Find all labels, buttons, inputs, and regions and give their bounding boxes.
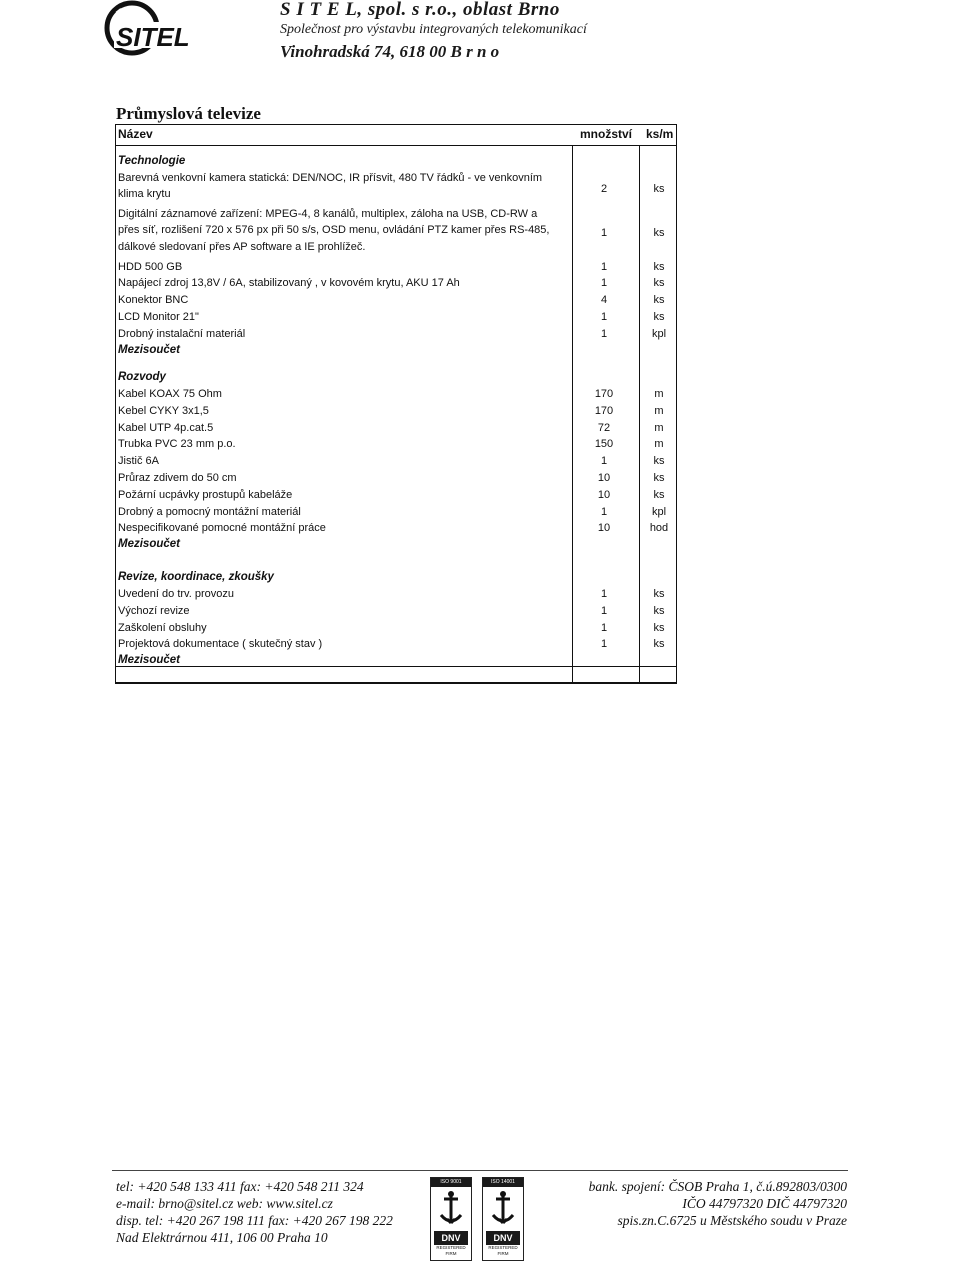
item-unit: ks xyxy=(653,588,665,600)
item-name: Kabel UTP 4p.cat.5 xyxy=(118,421,214,434)
column-header-unit: ks/m xyxy=(646,127,674,141)
company-subtitle: Společnost pro výstavbu integrovaných telekomunikací xyxy=(280,22,587,37)
logo-text: SITEL xyxy=(116,22,190,52)
item-unit: ks xyxy=(653,277,665,290)
item-unit: kpl xyxy=(651,327,667,340)
item-quantity: 170 xyxy=(594,404,614,417)
item-quantity: 170 xyxy=(594,388,614,400)
item-name: Uvedení do trv. provozu xyxy=(118,588,234,600)
item-unit: ks xyxy=(653,604,665,617)
section-subtotal: Mezisoučet xyxy=(118,654,180,667)
item-unit: m xyxy=(654,404,664,417)
item-name: Barevná venkovní kamera statická: DEN/NOC, IR přísvit, 480 TV řádků - ve venkovním xyxy=(118,172,543,184)
table-bottom-divider xyxy=(116,666,676,667)
column-header-qty: množství xyxy=(580,127,633,141)
item-quantity: 2 xyxy=(600,183,608,196)
item-unit: m xyxy=(654,388,664,400)
item-name: Nespecifikované pomocné montážní práce xyxy=(118,522,326,535)
footer-contacts xyxy=(116,1178,393,1246)
item-unit: ks xyxy=(653,260,665,273)
item-unit: m xyxy=(654,438,664,451)
item-quantity: 1 xyxy=(600,621,608,634)
item-quantity: 10 xyxy=(597,472,611,484)
item-unit: ks xyxy=(653,310,665,323)
item-name: Jistič 6A xyxy=(118,455,159,468)
item-name: Kebel CYKY 3x1,5 xyxy=(118,404,209,417)
item-name: Požární ucpávky prostupů kabeláže xyxy=(118,488,293,501)
company-name: S I T E L, spol. s r.o., oblast Brno xyxy=(280,0,560,20)
item-unit: m xyxy=(654,421,664,434)
iso-9001-badge xyxy=(430,1177,472,1261)
company-address: Vinohradská 74, 618 00 B r n o xyxy=(280,42,500,61)
badge-standard: ISO 9001 xyxy=(431,1178,471,1187)
item-quantity: 10 xyxy=(597,488,611,501)
column-divider-qty-lower xyxy=(572,484,573,684)
item-unit: ks xyxy=(653,227,665,240)
item-name: Drobný instalační materiál xyxy=(118,327,246,340)
item-name: Drobný a pomocný montážní materiál xyxy=(118,505,301,518)
item-quantity: 1 xyxy=(600,327,608,340)
footer-phone: tel: +420 548 133 411 fax: +420 548 211 324 xyxy=(116,1179,364,1194)
section-subtotal: Mezisoučet xyxy=(118,538,180,551)
footer-hq-address: Nad Elektrárnou 411, 106 00 Praha 10 xyxy=(116,1230,328,1245)
item-name: Digitální záznamové zařízení: MPEG-4, 8 kanálů, multiplex, záloha na USB, CD-RW a xyxy=(118,208,538,221)
footer-court-registration: spis.zn.C.6725 u Městského soudu v Praze xyxy=(617,1213,847,1228)
item-name: HDD 500 GB xyxy=(118,260,183,273)
item-quantity: 10 xyxy=(597,522,611,535)
footer-email: e-mail: brno@sitel.cz web: www.sitel.cz xyxy=(116,1196,333,1211)
badge-note: REGISTERED FIRM xyxy=(436,1245,466,1256)
item-unit: ks xyxy=(653,638,665,651)
item-quantity: 1 xyxy=(600,310,608,323)
item-quantity: 1 xyxy=(600,455,608,468)
item-name: Zaškolení obsluhy xyxy=(118,621,207,634)
item-quantity: 150 xyxy=(594,438,614,451)
document-title: Průmyslová televize xyxy=(116,104,261,123)
item-quantity: 1 xyxy=(600,604,608,617)
item-name: přes síť, rozlišení 720 x 576 px při 50 s/s, OSD menu, ovládání PTZ kamer přes RS-485, xyxy=(118,224,550,237)
item-name: Projektová dokumentace ( skutečný stav ) xyxy=(118,638,323,651)
footer-registration xyxy=(589,1178,847,1229)
item-name: Výchozí revize xyxy=(118,604,190,617)
item-unit: ks xyxy=(653,294,665,307)
item-name: Trubka PVC 23 mm p.o. xyxy=(118,438,236,451)
anchor-icon xyxy=(431,1187,471,1231)
footer-divider xyxy=(112,1170,848,1171)
quote-table xyxy=(115,124,677,684)
item-name: Kabel KOAX 75 Ohm xyxy=(118,388,222,400)
section-heading: Technologie xyxy=(118,155,186,167)
section-heading: Rozvody xyxy=(118,371,166,383)
item-unit: hod xyxy=(649,522,669,535)
item-quantity: 4 xyxy=(600,294,608,307)
item-name: Konektor BNC xyxy=(118,294,189,307)
item-quantity: 1 xyxy=(600,505,608,518)
footer-dispatch: disp. tel: +420 267 198 111 fax: +420 267 198 222 xyxy=(116,1213,393,1228)
item-quantity: 1 xyxy=(600,260,608,273)
item-quantity: 1 xyxy=(600,277,608,290)
section-heading: Revize, koordinace, zkoušky xyxy=(118,571,274,583)
iso-14001-badge xyxy=(482,1177,524,1261)
item-name: klima krytu xyxy=(118,188,171,201)
item-unit: ks xyxy=(653,183,665,196)
column-divider-qty xyxy=(572,145,573,484)
item-name: Průraz zdivem do 50 cm xyxy=(118,472,237,484)
footer-ico-dic: IČO 44797320 DIČ 44797320 xyxy=(682,1196,847,1211)
item-unit: ks xyxy=(653,472,665,484)
footer-bank: bank. spojení: ČSOB Praha 1, č.ú.892803/0300 xyxy=(588,1179,847,1194)
item-unit: ks xyxy=(653,621,665,634)
item-quantity: 1 xyxy=(600,638,608,651)
dnv-mark: DNV xyxy=(486,1231,520,1245)
sitel-logo xyxy=(102,0,202,60)
badge-note: REGISTERED FIRM xyxy=(488,1245,518,1256)
item-unit: ks xyxy=(653,455,665,468)
item-name: Napájecí zdroj 13,8V / 6A, stabilizovaný , v kovovém krytu, AKU 17 Ah xyxy=(118,277,460,290)
item-unit: ks xyxy=(653,488,665,501)
item-name: dálkové sledovaní přes AP software a IE prohlížeč. xyxy=(118,240,366,253)
dnv-mark: DNV xyxy=(434,1231,468,1245)
item-quantity: 72 xyxy=(597,421,611,434)
item-quantity: 1 xyxy=(600,588,608,600)
item-quantity: 1 xyxy=(600,227,608,240)
company-block xyxy=(280,0,587,64)
badge-standard: ISO 14001 xyxy=(483,1178,523,1187)
anchor-icon xyxy=(483,1187,523,1231)
column-header-name: Název xyxy=(118,127,153,141)
section-subtotal: Mezisoučet xyxy=(118,343,180,356)
header-divider xyxy=(116,145,676,146)
item-unit: kpl xyxy=(651,505,667,518)
item-name: LCD Monitor 21" xyxy=(118,310,199,323)
